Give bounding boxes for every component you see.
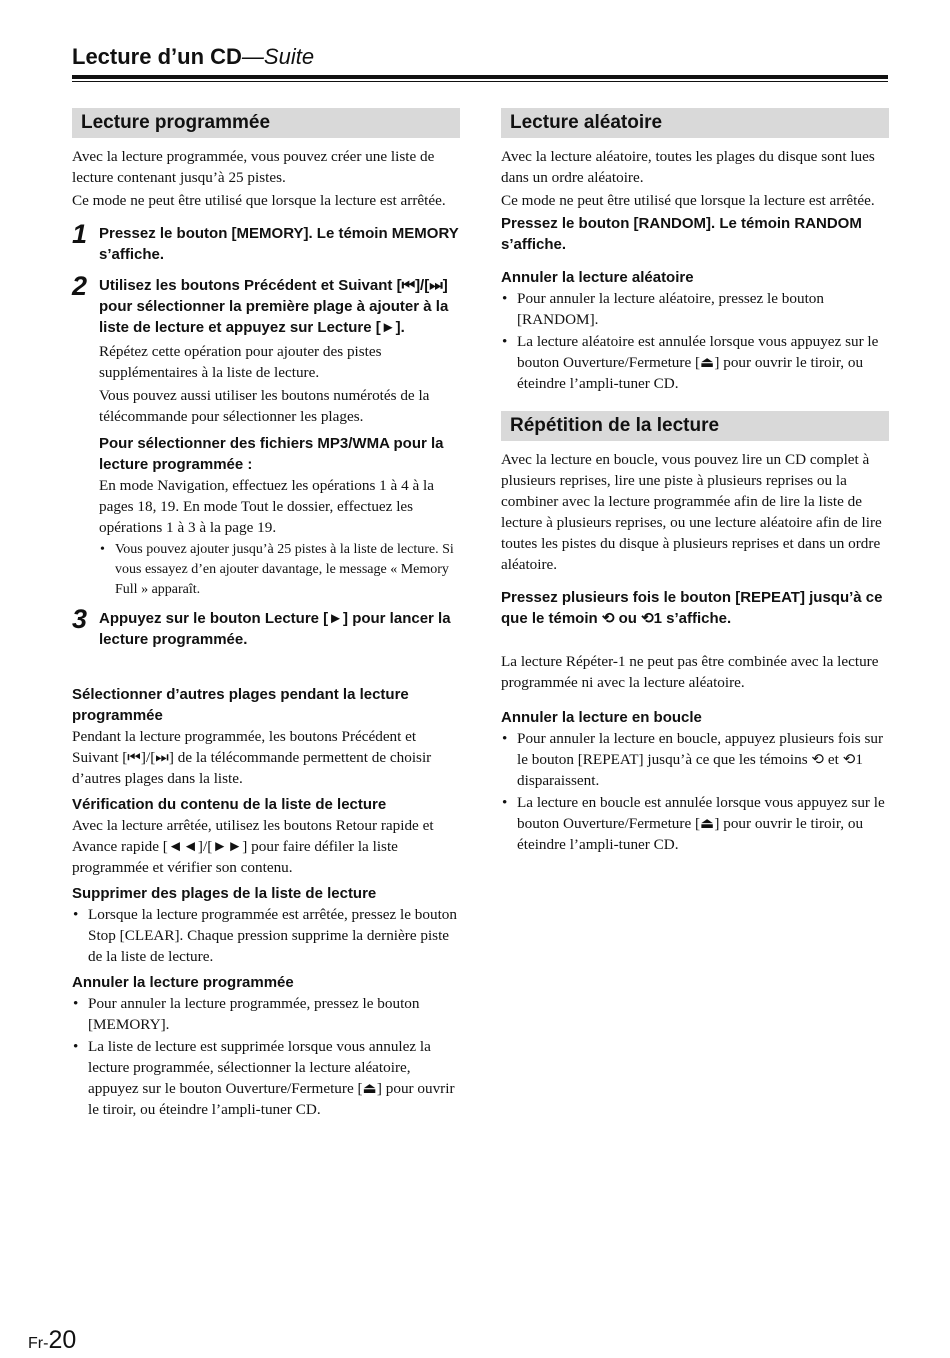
list-item: • Pour annuler la lecture en boucle, appuyez plusieurs fois sur le bouton [REPEAT] jusqu’à ce que les témoins ⟲ et ⟲1 disparaissent. [501, 728, 889, 791]
step-2 [72, 271, 460, 600]
list-item: • Pour annuler la lecture aléatoire, pressez le bouton [RANDOM]. [501, 288, 889, 330]
step-text: Utilisez les boutons Précédent et Suivant [⏮]/[⏭] pour sélectionner la première plage à ajouter à la liste de lecture et appuyez sur Lecture [►]. [99, 277, 449, 336]
list-item: • Vous pouvez ajouter jusqu’à 25 pistes à la liste de lecture. Si vous essayez d’en ajouter davantage, le message « Memory Full » apparaît. [99, 540, 460, 600]
step-number: 2 [72, 271, 88, 301]
step-text: Appuyez sur le bouton Lecture [►] pour lancer la lecture programmée. [99, 610, 451, 648]
bullet-list [72, 993, 460, 1120]
mp3-text: En mode Navigation, effectuez les opérations 1 à 4 à la pages 18, 19. En mode Tout le dossier, effectuez les opérations 1 à 3 à la page 19. [99, 477, 434, 536]
section-title-random: Lecture aléatoire [501, 108, 889, 138]
body-text: Avec la lecture arrêtée, utilisez les boutons Retour rapide et Avance rapide [◄◄]/[►►] pour faire défiler la liste programmée et vérifier son contenu. [72, 817, 434, 876]
bullet-list [501, 288, 889, 394]
intro-paragraph: Avec la lecture en boucle, vous pouvez lire un CD complet à plusieurs reprises, lire une piste à plusieurs reprises ou la combiner avec la lecture programmée afin de lire la liste de lecture à plusieurs reprises, ou une lecture aléatoire afin de lire toutes les pistes du disque à plusieurs reprises et dans un ordre aléatoire. [501, 451, 882, 573]
list-item: • La lecture en boucle est annulée lorsque vous appuyez sur le bouton Ouverture/Fermeture [⏏] pour ouvrir le tiroir, ou éteindre l’ampli-tuner CD. [501, 792, 889, 855]
bullet-list [72, 904, 460, 967]
page-number-value: 20 [48, 1326, 77, 1354]
page-number [28, 1326, 76, 1355]
list-item: • La lecture aléatoire est annulée lorsque vous appuyez sur le bouton Ouverture/Fermeture [⏏] pour ouvrir le tiroir, ou éteindre l’ampli-tuner CD. [501, 331, 889, 394]
page-header [72, 44, 888, 70]
header-rule-thin [72, 81, 888, 82]
step-note: Vous pouvez aussi utiliser les boutons numérotés de la télécommande pour sélectionner les plages. [99, 387, 430, 425]
instruction-text: Pressez le bouton [RANDOM]. Le témoin RANDOM s’affiche. [501, 215, 862, 253]
subheading: Annuler la lecture aléatoire [501, 269, 694, 286]
list-item: • Lorsque la lecture programmée est arrêtée, pressez le bouton Stop [CLEAR]. Chaque pression supprime la dernière piste de la liste de lecture. [72, 904, 460, 967]
mp3-subhead: Pour sélectionner des fichiers MP3/WMA pour la lecture programmée : [99, 435, 444, 473]
note-text: La lecture Répéter-1 ne peut pas être combinée avec la lecture programmée ni avec la lecture aléatoire. [501, 653, 879, 691]
left-column [72, 108, 460, 1121]
intro-paragraph: Avec la lecture programmée, vous pouvez créer une liste de lecture contenant jusqu’à 25 pistes. [72, 148, 435, 186]
step-note: Répétez cette opération pour ajouter des pistes supplémentaires à la liste de lecture. [99, 343, 382, 381]
right-column [501, 108, 889, 856]
subheading: Sélectionner d’autres plages pendant la lecture programmée [72, 686, 409, 724]
intro-paragraph: Ce mode ne peut être utilisé que lorsque la lecture est arrêtée. [501, 192, 875, 209]
header-suffix: —Suite [241, 44, 315, 69]
bullet-list [501, 728, 889, 855]
list-item: • La liste de lecture est supprimée lorsque vous annulez la lecture programmée, sélectionner la lecture aléatoire, appuyez sur le bouton Ouverture/Fermeture [⏏] pour ouvrir le tiroir, ou éteindre l’ampli-tuner CD. [72, 1036, 460, 1120]
intro-paragraph: Avec la lecture aléatoire, toutes les plages du disque sont lues dans un ordre aléatoire. [501, 148, 875, 186]
step-3 [72, 604, 460, 650]
mp3-bullet-list [99, 540, 460, 600]
subheading: Annuler la lecture programmée [72, 974, 294, 991]
page-prefix: Fr- [28, 1335, 49, 1352]
header-rule-thick [72, 75, 888, 79]
body-text: Pendant la lecture programmée, les boutons Précédent et Suivant [⏮]/[⏭] de la télécommande permettent de choisir d’autres plages dans la liste. [72, 728, 432, 787]
intro-paragraph: Ce mode ne peut être utilisé que lorsque la lecture est arrêtée. [72, 192, 446, 209]
section-title-programmed: Lecture programmée [72, 108, 460, 138]
step-1 [72, 219, 460, 265]
header-title: Lecture d’un CD [72, 44, 242, 69]
subheading: Annuler la lecture en boucle [501, 709, 702, 726]
step-number: 3 [72, 604, 88, 634]
step-text: Pressez le bouton [MEMORY]. Le témoin MEMORY s’affiche. [99, 225, 459, 263]
instruction-text: Pressez plusieurs fois le bouton [REPEAT] jusqu’à ce que le témoin ⟲ ou ⟲1 s’affiche. [501, 589, 883, 627]
section-title-repeat: Répétition de la lecture [501, 411, 889, 441]
list-item: • Pour annuler la lecture programmée, pressez le bouton [MEMORY]. [72, 993, 460, 1035]
subheading: Supprimer des plages de la liste de lecture [72, 885, 377, 902]
subheading: Vérification du contenu de la liste de lecture [72, 796, 387, 813]
step-number: 1 [72, 219, 88, 249]
